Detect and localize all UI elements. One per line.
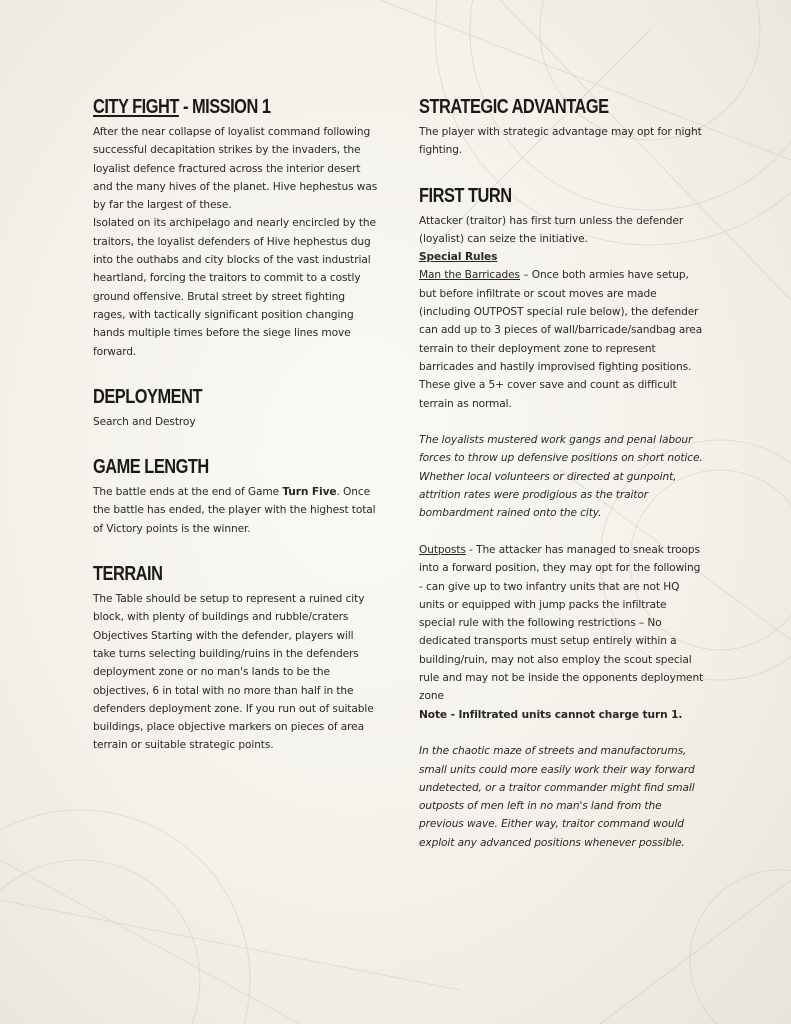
strategic-advantage-heading: STRATEGIC ADVANTAGE (419, 96, 609, 118)
barricades-text: – Once both armies have setup, but before infiltrate or scout moves are made (including OUTPOST special rule below), the defender can add up to 3 pieces of wall/barricade/sandbag area terrain to their deployment zone to represent barricades and hastily improvised fighting positions. These give a 5+ cover save and count as difficult terrain as normal. (419, 269, 703, 410)
outposts-rule (419, 541, 704, 706)
first-turn-heading: FIRST TURN (419, 184, 512, 207)
flavor-text-1 (419, 431, 704, 522)
city-fight-title: CITY FIGHT (93, 96, 179, 118)
special-rules-label: Special Rules (419, 251, 498, 264)
flavor-text-1-content: The loyalists mustered work gangs and penal labour forces to throw up defensive positions on short notice. Whether local volunteers or directed at gunpoint, attrition rates were prodigious as the traitor bombardment rained onto the city. (419, 434, 703, 520)
infiltrate-note: Note - Infiltrated units cannot charge turn 1. (419, 708, 683, 721)
intro-paragraph-2: Isolated on its archipelago and nearly encircled by the traitors, the loyalist defenders of Hive hephestus dug into the outhabs and city blocks of the vast industrial heartland, forcing the traitors to commit to a costly ground offensive. Brutal street by street fighting rages, with tactically significant position changing hands multiple times before the siege lines move forward. (93, 217, 376, 358)
game-length-text (93, 483, 378, 538)
deployment-text: Search and Destroy (93, 415, 196, 428)
outposts-label: Outposts (419, 543, 466, 556)
terrain-text: The Table should be setup to represent a ruined city block, with plenty of buildings and rubble/craters Objectives Starting with the defender, players will take turns selecting building/ruins in the defenders deployment zone or no man's lands to be the objectives, 6 in total with no more than half in the defenders deployment zone. If you run out of suitable buildings, place objective markers on pieces of area terrain or suitable strategic points. (93, 593, 374, 752)
flavor-text-2 (419, 742, 704, 852)
outposts-text: - The attacker has managed to sneak troops into a forward position, they may opt for the following - can give up to two infantry units that are not HQ units or equipped with jump packs the infiltrate special rule with the following restrictions – No dedicated transports must setup entirely within a building/ruin, may not also employ the scout special rule and may not be inside the opponents deployment zone (419, 543, 704, 703)
left-column (93, 95, 378, 755)
mission-title: - MISSION 1 (178, 96, 271, 118)
intro-paragraph-1: After the near collapse of loyalist command following successful decapitation strikes by the invaders, the loyalist defence fractured across the interior desert and the many hives of the planet. Hive hephestus was by far the largest of these. (93, 126, 378, 212)
deployment-heading: DEPLOYMENT (93, 385, 202, 408)
terrain-heading: TERRAIN (93, 563, 163, 586)
game-length-text-b: . Once the battle has ended, the player with the highest total of Victory points is the winner. (93, 486, 376, 535)
turn-five: Turn Five (282, 486, 337, 499)
first-turn-text: Attacker (traitor) has first turn unless the defender (loyalist) can seize the initiative. (419, 214, 684, 245)
game-length-heading: GAME LENGTH (93, 456, 209, 479)
city-fight-heading (93, 95, 327, 119)
barricades-rule (419, 266, 704, 412)
right-column (419, 95, 704, 852)
barricades-label: Man the Barricades (419, 269, 520, 282)
strategic-advantage-text: The player with strategic advantage may opt for night fighting. (419, 126, 702, 157)
flavor-text-2-content: In the chaotic maze of streets and manufactorums, small units could more easily work their way forward undetected, or a traitor commander might find small outposts of men left in no man's land from the previous wave. Either way, traitor command would exploit any advanced positions whenever possible. (419, 745, 695, 849)
game-length-text-a: The battle ends at the end of Game (93, 486, 283, 499)
